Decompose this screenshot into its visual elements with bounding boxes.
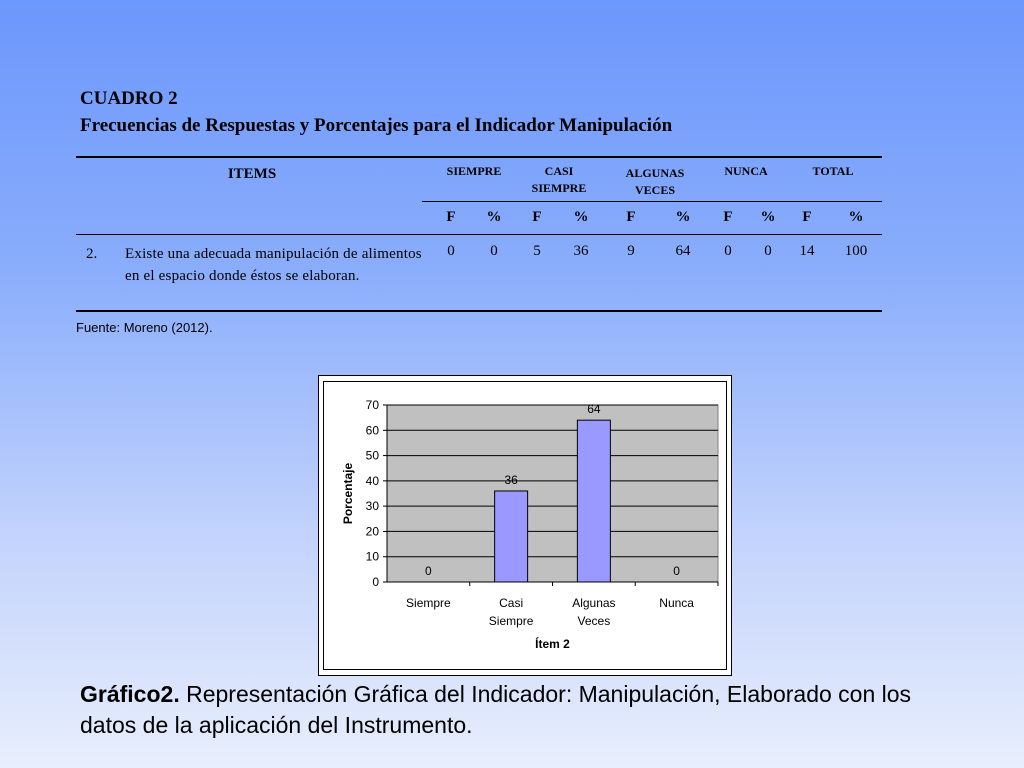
x-tick-label: Casi <box>499 596 524 610</box>
header-siempre: SIEMPRE <box>446 164 502 178</box>
caption-text: Representación Gráfica del Indicador: Manipulación, Elaborado con los datos de la aplicación del Instrumento. <box>80 681 912 738</box>
chart-border <box>323 381 727 670</box>
header-sub-rule <box>422 201 882 202</box>
data-label: 36 <box>504 472 518 487</box>
cuadro-label: CUADRO 2 <box>80 88 178 109</box>
y-tick-label: 50 <box>365 448 379 463</box>
sub-f: F <box>723 209 733 225</box>
data-label: 0 <box>673 564 680 578</box>
plot-area <box>387 405 718 582</box>
sub-pct: % <box>848 209 864 225</box>
header-total: TOTAL <box>812 164 854 178</box>
y-tick-label: 60 <box>365 423 379 438</box>
sub-f: F <box>626 209 636 225</box>
data-label: 0 <box>425 564 432 578</box>
data-label: 64 <box>587 402 601 417</box>
sub-pct: % <box>486 209 502 225</box>
value-siempre-pct: 0 <box>490 243 498 259</box>
sub-f: F <box>802 209 812 225</box>
x-axis-title: Ítem 2 <box>535 637 570 651</box>
x-tick-label: Veces <box>577 614 611 628</box>
y-tick-label: 70 <box>365 398 379 412</box>
y-tick-label: 10 <box>365 549 379 564</box>
header-casi-siempre: CASI SIEMPRE <box>531 164 587 195</box>
sub-f: F <box>446 209 456 225</box>
y-tick-label: 0 <box>372 575 379 589</box>
x-tick-label: Siempre <box>406 596 451 610</box>
sub-pct: % <box>760 209 776 225</box>
figure-caption <box>80 679 960 741</box>
value-nunca-pct: 0 <box>764 243 772 259</box>
table-heading <box>80 85 672 139</box>
value-casi-pct: 36 <box>573 243 589 259</box>
item-description: Existe una adecuada manipulación de alimentos en el espacio donde éstos se elaboran. <box>125 246 422 284</box>
bar-chart <box>324 382 726 669</box>
header-algunas-veces: ALGUNAS VECES <box>625 166 685 197</box>
value-algunas-pct: 64 <box>675 243 691 259</box>
y-tick-label: 40 <box>365 473 379 488</box>
table-title: Frecuencias de Respuestas y Porcentajes para el Indicador Manipulación <box>80 115 673 136</box>
sub-f: F <box>532 209 542 225</box>
header-nunca: NUNCA <box>724 164 768 178</box>
table-top-rule <box>76 156 882 158</box>
caption-label: Gráfico2. <box>80 681 180 707</box>
bar <box>577 420 610 582</box>
bar <box>495 491 528 582</box>
sub-pct: % <box>573 209 589 225</box>
header-bottom-rule <box>76 234 882 235</box>
chart-frame <box>318 375 732 676</box>
sub-pct: % <box>675 209 691 225</box>
source-note: Fuente: Moreno (2012). <box>76 320 213 335</box>
y-tick-label: 30 <box>365 499 379 514</box>
value-casi-f: 5 <box>533 243 541 259</box>
y-axis-title: Porcentaje <box>341 462 355 525</box>
header-items: ITEMS <box>227 166 277 182</box>
x-tick-label: Algunas <box>572 596 616 610</box>
value-algunas-f: 9 <box>627 243 635 259</box>
value-total-f: 14 <box>799 243 815 259</box>
table-bottom-rule <box>76 310 882 312</box>
item-number: 2. <box>86 246 98 262</box>
value-siempre-f: 0 <box>447 243 455 259</box>
x-tick-label: Nunca <box>659 596 694 610</box>
value-total-pct: 100 <box>844 243 868 259</box>
y-tick-label: 20 <box>365 524 379 539</box>
x-tick-label: Siempre <box>488 614 534 628</box>
value-nunca-f: 0 <box>724 243 732 259</box>
